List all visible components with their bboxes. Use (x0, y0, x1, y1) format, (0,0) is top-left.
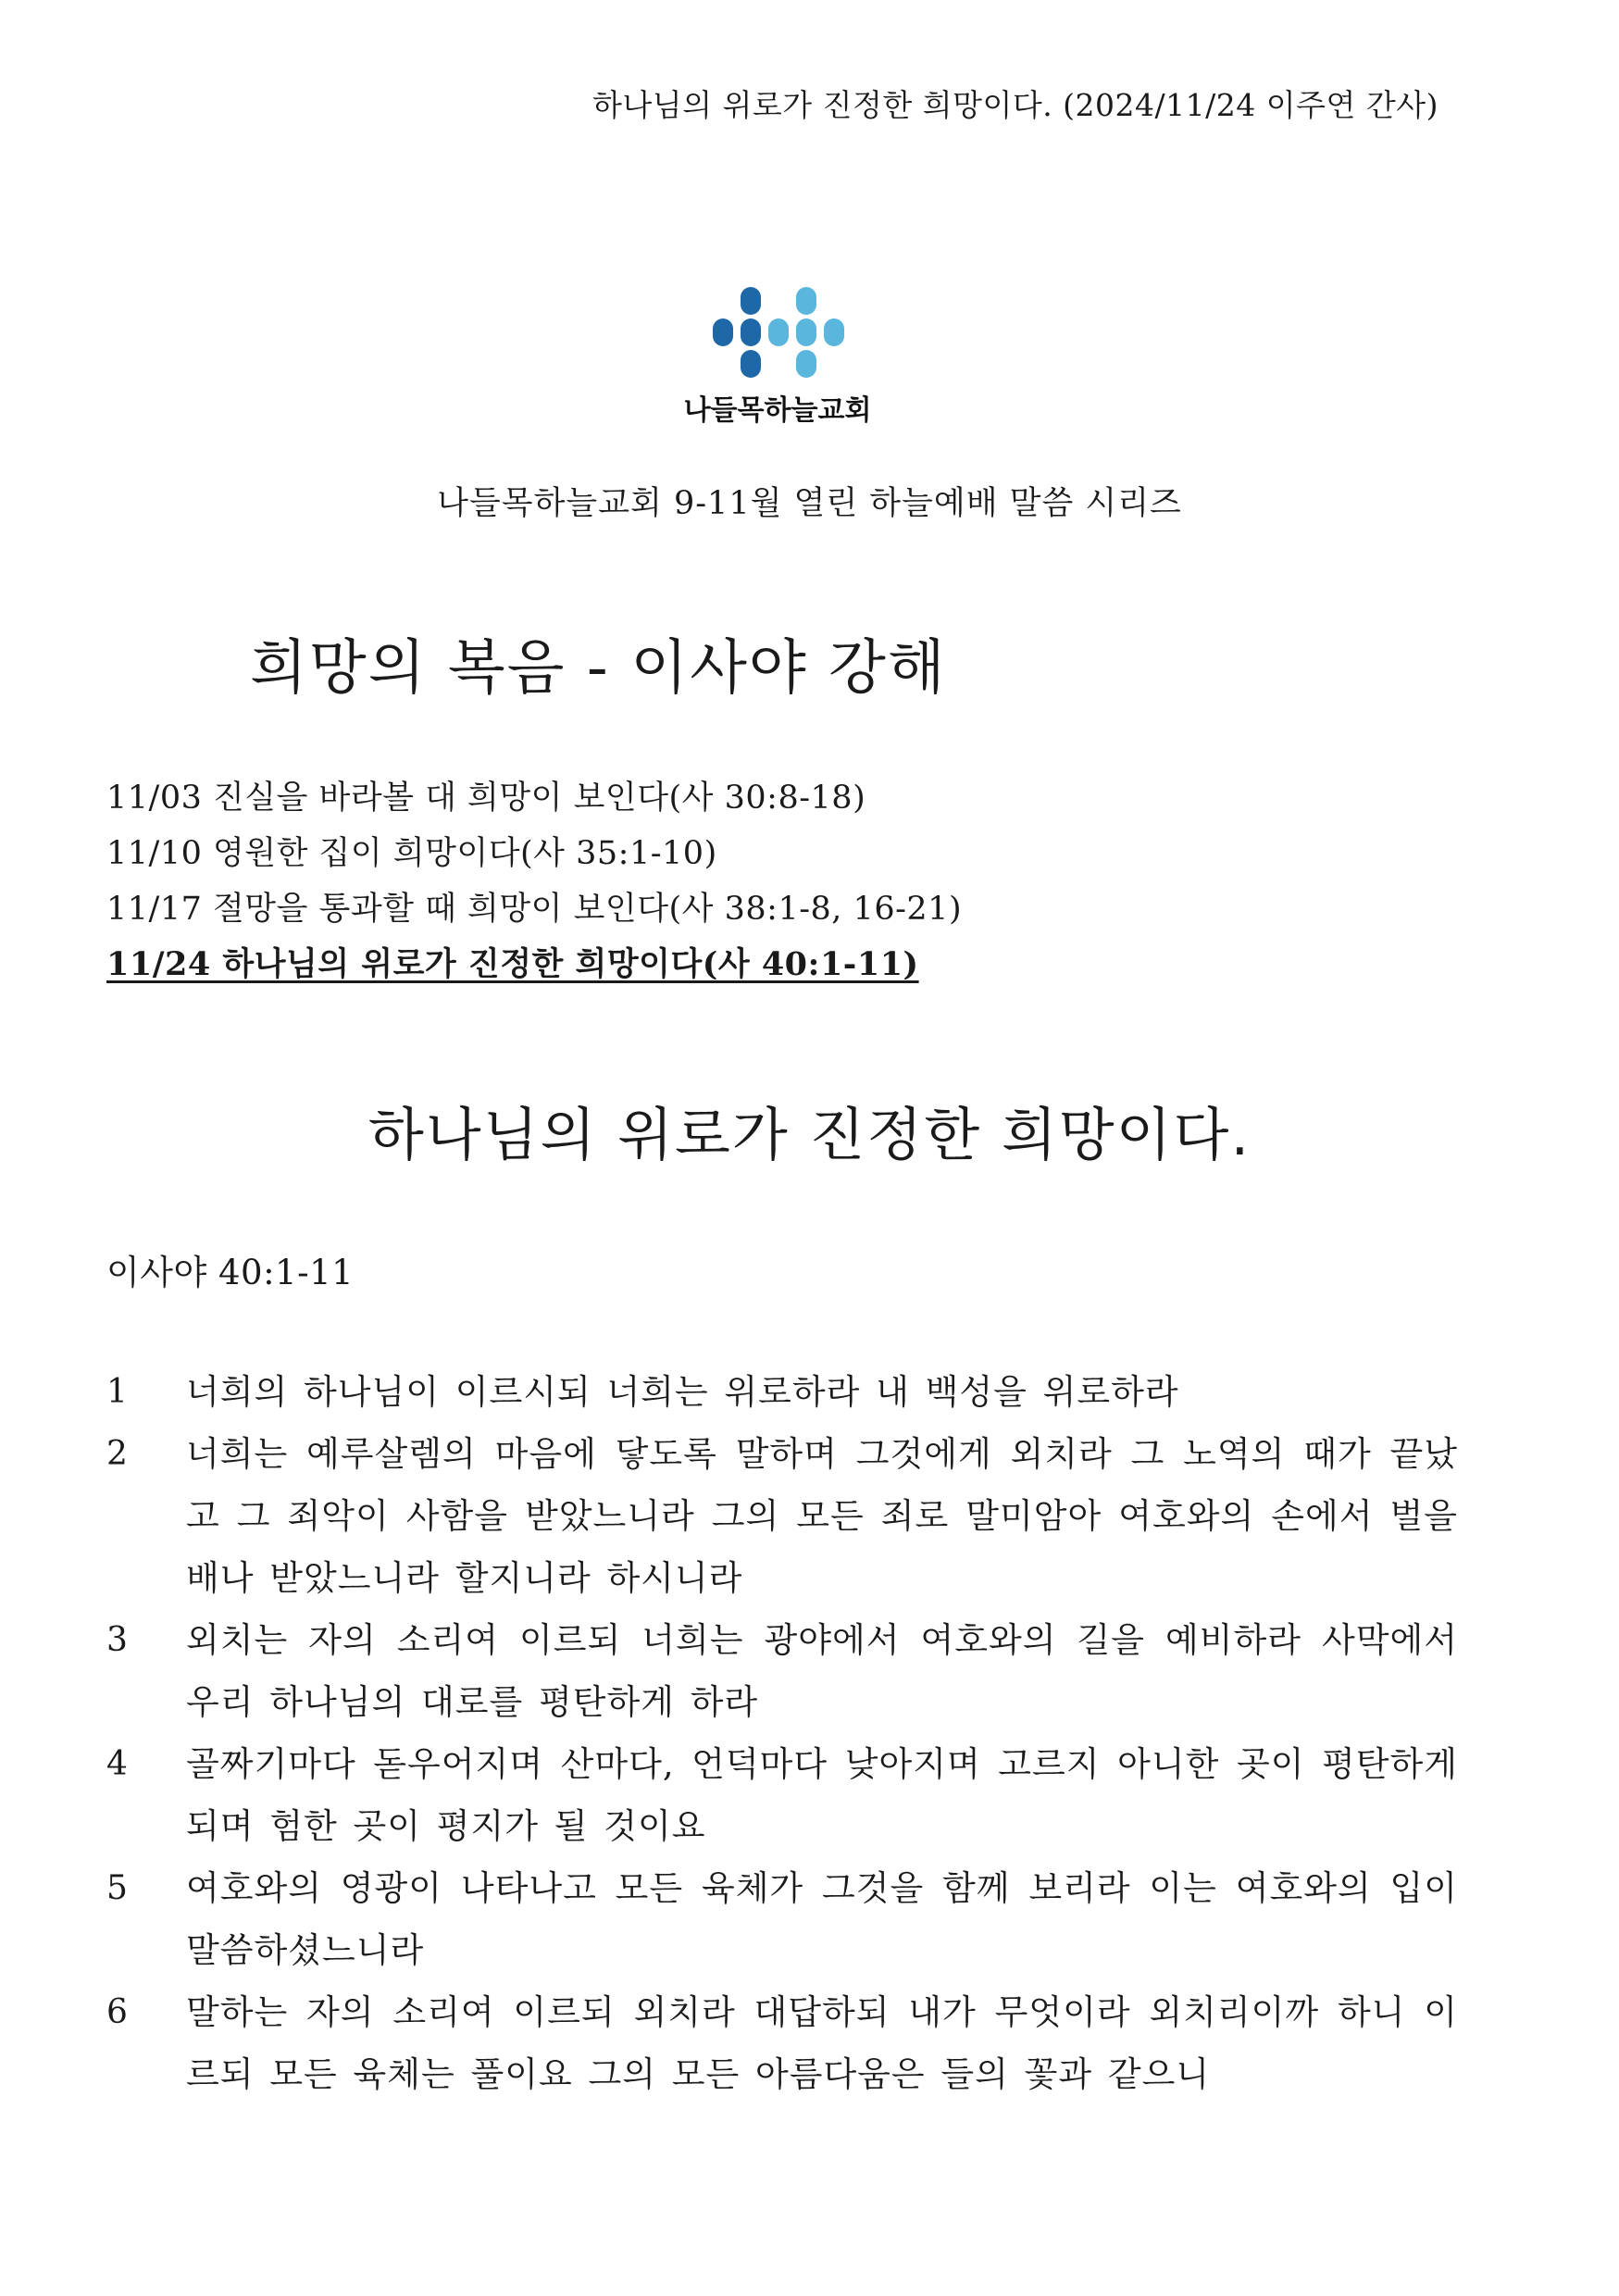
logo-dot (741, 318, 761, 346)
verse-text: 너희의 하나님이 이르시되 너희는 위로하라 내 백성을 위로하라 (186, 1372, 1179, 1412)
verse-number: 2 (106, 1435, 128, 1473)
verse-text: 너희는 예루살렘의 마음에 닿도록 말하며 그것에게 외치라 그 노역의 때가 끝났고 그 죄악이 사함을 받았느니라 그의 모든 죄로 말미암아 여호와의 손에서 벌을 배나 받았느니라 할지니라 하시니라 (186, 1434, 1458, 1598)
series-subtitle: 나들목하늘교회 9-11월 열린 하늘예배 말씀 시리즈 (437, 485, 1182, 522)
logo-dot (796, 318, 816, 346)
verse-text: 여호와의 영광이 나타나고 모든 육체가 그것을 함께 보리라 이는 여호와의 입이 말씀하셨느니라 (186, 1868, 1458, 1970)
verse (106, 1857, 1458, 1981)
schedule-item-current: 11/24 하나님의 위로가 진정한 희망이다(사 40:1-11) (106, 945, 919, 983)
verse-number: 4 (106, 1745, 128, 1783)
schedule-item: 11/03 진실을 바라볼 대 희망이 보인다(사 30:8-18) (106, 780, 866, 817)
schedule-item: 11/10 영원한 집이 희망이다(사 35:1-10) (106, 835, 717, 872)
verse-number: 6 (106, 1993, 128, 2031)
verse-text: 외치는 자의 소리여 이르되 너희는 광야에서 여호와의 길을 예비하라 사막에서 우리 하나님의 대로를 평탄하게 하라 (186, 1620, 1458, 1722)
logo-text: 나들목하늘교회 (683, 394, 872, 427)
logo-dot (824, 318, 844, 346)
logo-dot (713, 318, 733, 346)
verse (106, 1981, 1458, 2105)
verse-text: 골짜기마다 돋우어지며 산마다, 언덕마다 낮아지며 고르지 아니한 곳이 평탄하게 되며 험한 곳이 평지가 될 것이요 (186, 1744, 1458, 1846)
logo-dot (741, 287, 761, 315)
logo-dot (796, 350, 816, 378)
verse-number: 3 (106, 1621, 128, 1659)
logo-dot (741, 350, 761, 378)
sermon-title: 하나님의 위로가 진정한 희망이다. (367, 1101, 1252, 1168)
scripture-reference: 이사야 40:1-11 (106, 1253, 355, 1292)
verse-number: 1 (106, 1373, 128, 1411)
verse (106, 1733, 1458, 1857)
verse-text: 말하는 자의 소리여 이르되 외치라 대답하되 내가 무엇이라 외치리이까 하니 이르되 모든 육체는 풀이요 그의 모든 아름다움은 들의 꽃과 같으니 (186, 1992, 1458, 2094)
header-line: 하나님의 위로가 진정한 희망이다. (2024/11/24 이주연 간사) (592, 87, 1438, 123)
logo-dot (796, 287, 816, 315)
verse (106, 1423, 1458, 1609)
verse-number: 5 (106, 1869, 128, 1907)
verse (106, 1609, 1458, 1733)
series-schedule (106, 770, 962, 992)
verse-list (106, 1361, 1458, 2105)
verse (106, 1361, 1458, 1423)
schedule-item: 11/17 절망을 통과할 때 희망이 보인다(사 38:1-8, 16-21) (106, 891, 963, 928)
series-title: 희망의 복음 - 이사야 강해 (250, 634, 947, 703)
logo-dot (768, 318, 789, 346)
